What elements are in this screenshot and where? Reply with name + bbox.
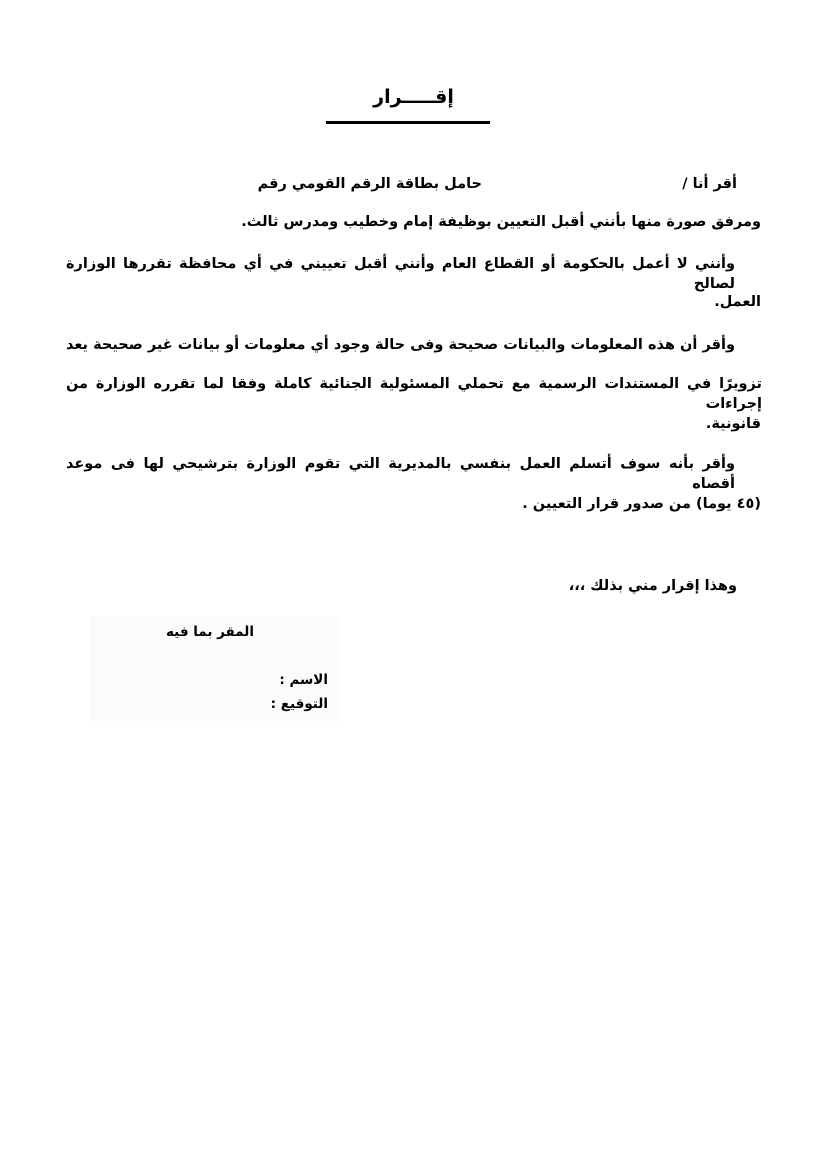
paragraph-4-line-2: (٤٥ يوما) من صدور قرار التعيين . (522, 496, 761, 512)
national-id-label: حامل بطاقة الرقم القومي رقم (257, 176, 482, 192)
signature-block (90, 617, 340, 721)
paragraph-2-line-1: وأنني لا أعمل بالحكومة أو القطاع العام وأنني أقبل تعييني في أي محافظة تقررها الوزارة لصالح (66, 256, 735, 292)
paragraph-3-line-3: قانونية. (705, 416, 761, 432)
paragraph-3-line-2: تزويرًا في المستندات الرسمية مع تحملي المسئولية الجنائية كاملة وفقا لما تقرره الوزارة من إجراءات (66, 376, 762, 412)
paragraph-3-line-1: وأقر أن هذه المعلومات والبيانات صحيحة وفى حالة وجود أي معلومات أو بيانات غير صحيحة يعد (66, 337, 735, 353)
name-label: الاسم : (279, 672, 328, 688)
closing-statement: وهذا إقرار مني بذلك ،،، (568, 578, 737, 594)
signature-label: التوقيع : (270, 696, 328, 712)
paragraph-1-line-2: ومرفق صورة منها بأنني أقبل التعيين بوظيفة إمام وخطيب ومدرس ثالث. (241, 214, 761, 230)
declarant-label: أقر أنا / (682, 176, 737, 192)
title-underline (326, 121, 490, 124)
signature-heading: المقر بما فيه (166, 624, 254, 640)
document-title: إقـــــرار (373, 86, 454, 108)
paragraph-2-line-2: العمل. (714, 294, 761, 310)
paragraph-4-line-1: وأقر بأنه سوف أتسلم العمل بنفسي بالمديرية التي تقوم الوزارة بترشيحي لها فى موعد أقصاه (66, 456, 735, 492)
